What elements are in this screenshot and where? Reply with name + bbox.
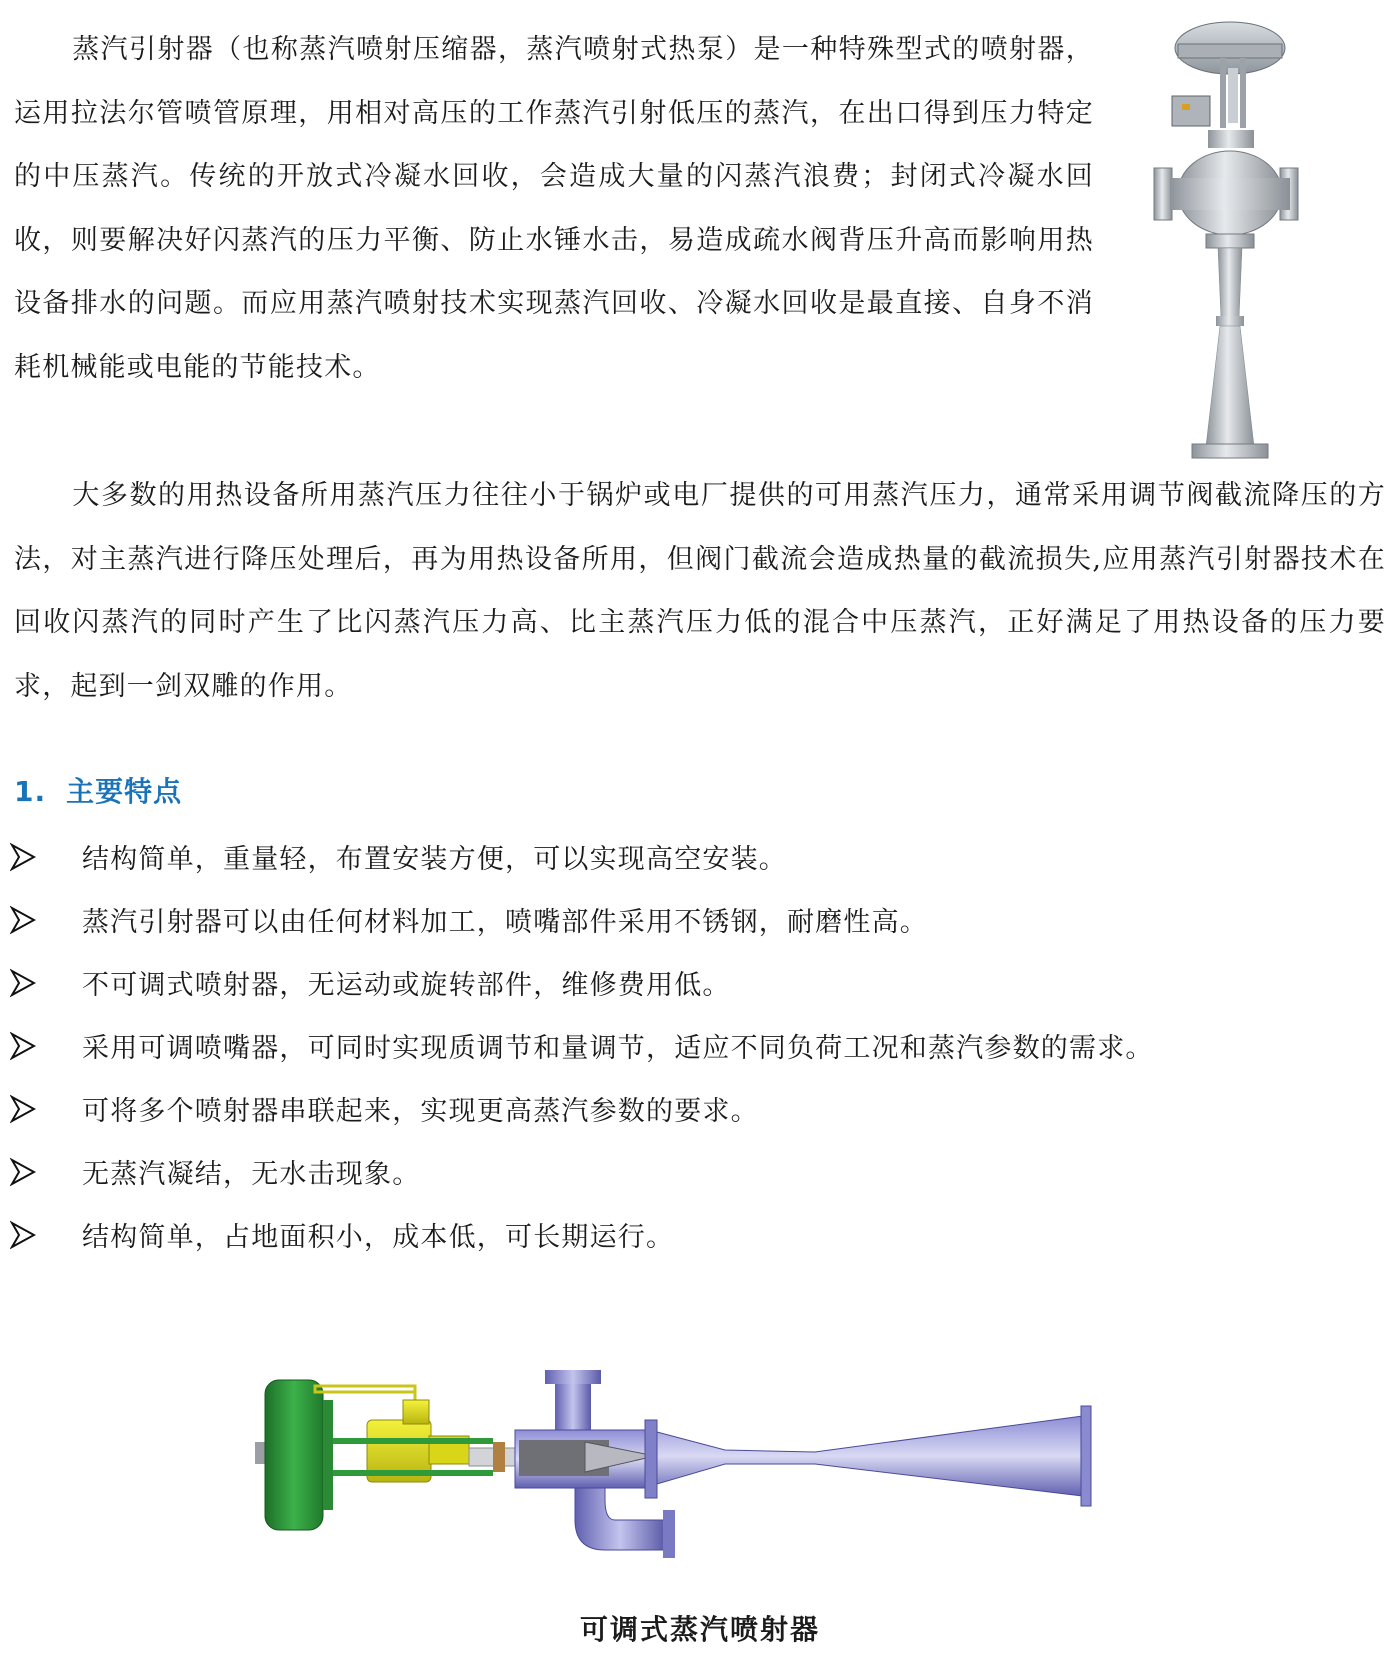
arrowhead-bullet-icon [10, 1031, 60, 1061]
arrowhead-bullet-icon [10, 905, 60, 935]
intro-paragraph-2 [14, 464, 1386, 718]
list-item [10, 1140, 1380, 1203]
intro-paragraph-1 [14, 18, 1094, 399]
list-item [10, 951, 1380, 1014]
arrowhead-bullet-icon [10, 1157, 60, 1187]
arrowhead-bullet-icon [10, 842, 60, 872]
intro-paragraph-1-text: 蒸汽引射器（也称蒸汽喷射压缩器，蒸汽喷射式热泵）是一种特殊型式的喷射器，运用拉法尔管喷管原理，用相对高压的工作蒸汽引射低压的蒸汽，在出口得到压力特定的中压蒸汽。传统的开放式冷凝水回收，会造成大量的闪蒸汽浪费；封闭式冷凝水回收，则要解决好闪蒸汽的压力平衡、防止水锤水击，易造成疏水阀背压升高而影响用热设备排水的问题。而应用蒸汽喷射技术实现蒸汽回收、冷凝水回收是最直接、自身不消耗机械能或电能的节能技术。 [14, 34, 1094, 383]
intro-paragraph-2-text: 大多数的用热设备所用蒸汽压力往往小于锅炉或电厂提供的可用蒸汽压力，通常采用调节阀截流降压的方法，对主蒸汽进行降压处理后，再为用热设备所用，但阀门截流会造成热量的截流损失,应用蒸汽引射器技术在回收闪蒸汽的同时产生了比闪蒸汽压力高、比主蒸汽压力低的混合中压蒸汽，正好满足了用热设备的压力要求，起到一剑双雕的作用。 [14, 480, 1386, 702]
feature-list [10, 825, 1380, 1266]
arrowhead-bullet-icon [10, 1220, 60, 1250]
feature-text: 结构简单，占地面积小，成本低，可长期运行。 [82, 1222, 675, 1253]
arrowhead-bullet-icon [10, 968, 60, 998]
arrowhead-bullet-icon [10, 1094, 60, 1124]
list-item [10, 1203, 1380, 1266]
feature-text: 可将多个喷射器串联起来，实现更高蒸汽参数的要求。 [82, 1096, 759, 1127]
list-item [10, 888, 1380, 951]
section-number: 1. [14, 775, 47, 808]
feature-text: 无蒸汽凝结，无水击现象。 [82, 1159, 421, 1190]
adjustable-ejector-diagram [255, 1360, 1175, 1560]
feature-text: 蒸汽引射器可以由任何材料加工，喷嘴部件采用不锈钢，耐磨性高。 [82, 907, 928, 938]
list-item [10, 1014, 1380, 1077]
list-item [10, 1077, 1380, 1140]
diagram-caption: 可调式蒸汽喷射器 [579, 1613, 820, 1646]
list-item [10, 825, 1380, 888]
section-heading [14, 770, 182, 810]
section-title: 主要特点 [66, 775, 183, 808]
vertical-ejector-photo [1150, 18, 1300, 478]
feature-text: 结构简单，重量轻，布置安装方便，可以实现高空安装。 [82, 844, 787, 875]
feature-text: 采用可调喷嘴器，可同时实现质调节和量调节，适应不同负荷工况和蒸汽参数的需求。 [82, 1033, 1154, 1064]
feature-text: 不可调式喷射器，无运动或旋转部件，维修费用低。 [82, 970, 731, 1001]
